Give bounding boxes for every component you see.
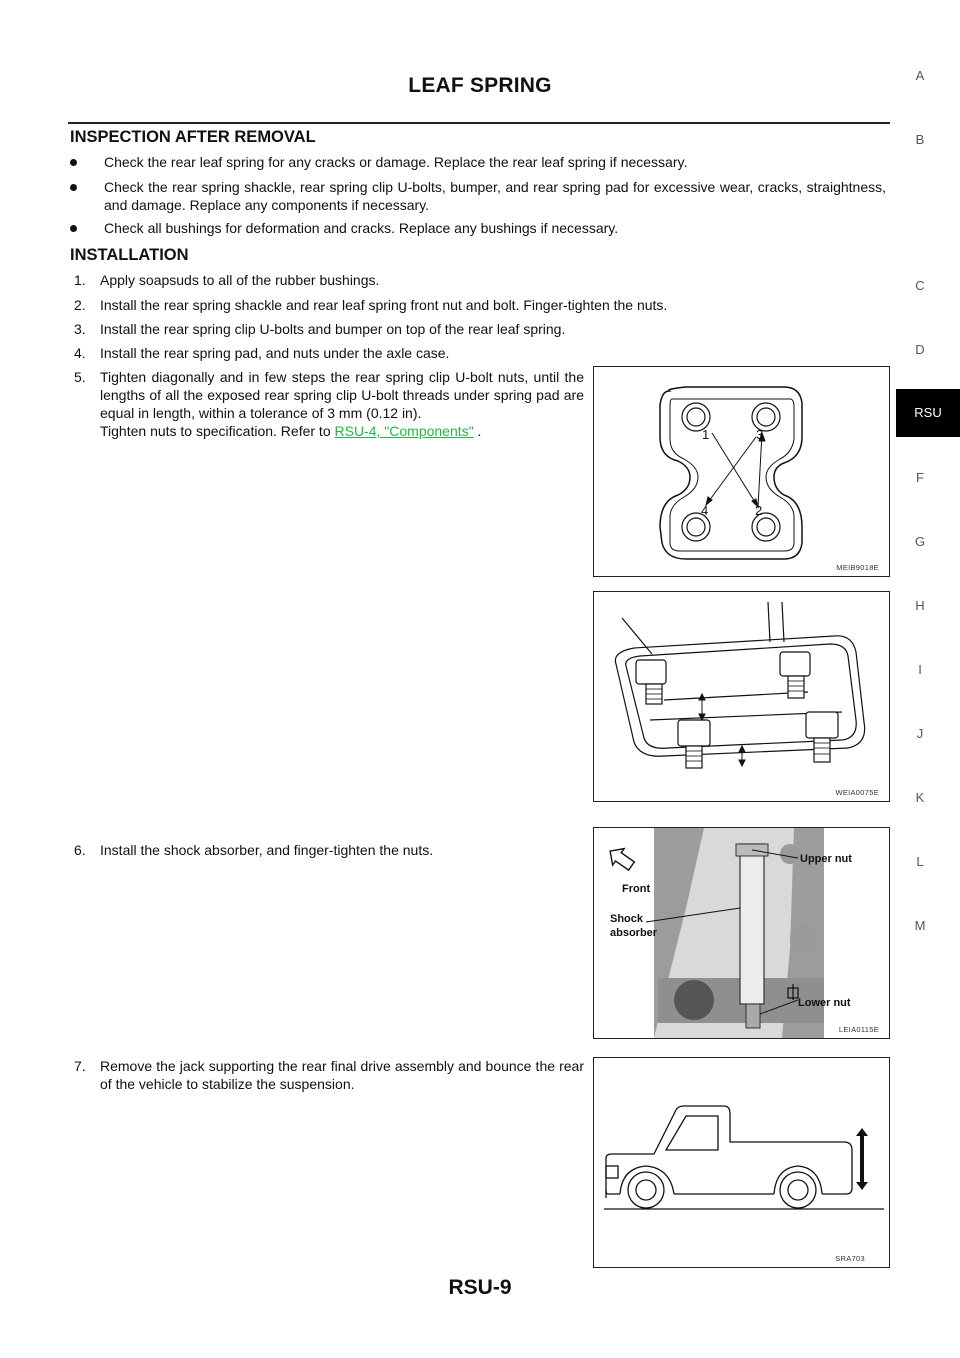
bullet-dot (70, 184, 77, 191)
inspection-heading: INSPECTION AFTER REMOVAL (70, 128, 316, 146)
side-index-j[interactable]: J (916, 726, 924, 741)
figure-shock-absorber (593, 827, 890, 1039)
inspection-bullet (86, 153, 886, 171)
step-text: Tighten diagonally and in few steps the rear spring clip U-bolt nuts, until the lengths of all the exposed rear spring clip U-bolt threads under spring pad are equal in length, within a tolerance of 3 mm (0.12 in). (100, 369, 584, 421)
sequence-label: 1 (702, 427, 710, 442)
step-item (74, 320, 889, 338)
side-index-m[interactable]: M (914, 918, 926, 933)
truck-bounce-illustration (594, 1058, 889, 1267)
inspection-bullet (86, 178, 886, 214)
step-item (74, 1057, 584, 1093)
side-index-h[interactable]: H (915, 598, 925, 613)
step-text: Install the rear spring clip U-bolts and bumper on top of the rear leaf spring. (100, 321, 566, 337)
step-number: 4. (74, 345, 86, 361)
bullet-dot (70, 159, 77, 166)
side-index-i[interactable]: I (918, 662, 922, 677)
bullet-dot (70, 225, 77, 232)
step-text: Apply soapsuds to all of the rubber bushings. (100, 272, 380, 288)
spring-pad-perspective-illustration (594, 592, 889, 801)
figure-code: WEIA0075E (835, 788, 879, 797)
step-reference (100, 422, 584, 440)
step-item (74, 296, 889, 314)
step-number: 2. (74, 297, 86, 313)
step-item (74, 271, 889, 289)
shock-label-line2: absorber (610, 927, 658, 939)
sequence-label: 3 (756, 427, 764, 442)
side-index-l[interactable]: L (916, 854, 924, 869)
bullet-text: Check all bushings for deformation and cracks. Replace any bushings if necessary. (104, 220, 619, 236)
figure-code: SRA703 (835, 1254, 865, 1263)
step-number: 5. (74, 369, 86, 385)
components-link[interactable]: RSU-4, "Components" (334, 423, 474, 439)
figure-code: MEIB9018E (836, 563, 879, 572)
side-index-g[interactable]: G (914, 534, 926, 549)
side-tab-rsu[interactable]: RSU (896, 389, 960, 437)
bullet-text: Check the rear spring shackle, rear spring clip U-bolts, bumper, and rear spring pad for excessive wear, cracks, straightness, and damage. Replace any components if necessary. (104, 179, 886, 213)
step-number: 7. (74, 1058, 86, 1074)
shock-label-line1: Shock (610, 913, 644, 925)
step-number: 1. (74, 272, 86, 288)
side-index-f[interactable]: F (916, 470, 924, 485)
front-label: Front (622, 883, 651, 895)
inspection-bullet (86, 219, 886, 237)
step-item (74, 344, 889, 362)
step-text: Install the rear spring pad, and nuts under the axle case. (100, 345, 450, 361)
side-index-d[interactable]: D (915, 342, 925, 357)
sequence-label: 4 (701, 503, 709, 518)
page-number: RSU-9 (448, 1276, 512, 1299)
bullet-text: Check the rear leaf spring for any cracks or damage. Replace the rear leaf spring if necessary. (104, 154, 688, 170)
figure-tightening-sequence (593, 366, 890, 577)
step-number: 3. (74, 321, 86, 337)
side-index-b[interactable]: B (915, 132, 925, 147)
header-rule (68, 122, 890, 124)
step-text: Install the rear spring shackle and rear leaf spring front nut and bolt. Finger-tighten the nuts. (100, 297, 668, 313)
figure-code: LEIA0115E (838, 1025, 879, 1034)
step-item (74, 841, 584, 859)
upper-nut-label: Upper nut (800, 853, 852, 865)
side-index-a[interactable]: A (915, 68, 925, 83)
reference-prefix: Tighten nuts to specification. Refer to (100, 423, 331, 439)
side-index-k[interactable]: K (915, 790, 925, 805)
side-index-c[interactable]: C (915, 278, 925, 293)
step-number: 6. (74, 842, 86, 858)
figure-vehicle-bounce (593, 1057, 890, 1268)
step-text: Install the shock absorber, and finger-tighten the nuts. (100, 842, 434, 858)
sequence-label: 2 (755, 503, 763, 518)
step-text: Remove the jack supporting the rear final drive assembly and bounce the rear of the vehicle to stabilize the suspension. (100, 1058, 584, 1092)
figure-exposed-threads (593, 591, 890, 802)
page-title: LEAF SPRING (408, 74, 552, 97)
step-item (74, 368, 584, 440)
lower-nut-label: Lower nut (798, 997, 851, 1009)
reference-suffix: . (477, 423, 482, 439)
spring-pad-top-view-illustration (594, 367, 889, 576)
installation-heading: INSTALLATION (70, 246, 189, 264)
shock-absorber-photo (594, 828, 889, 1038)
